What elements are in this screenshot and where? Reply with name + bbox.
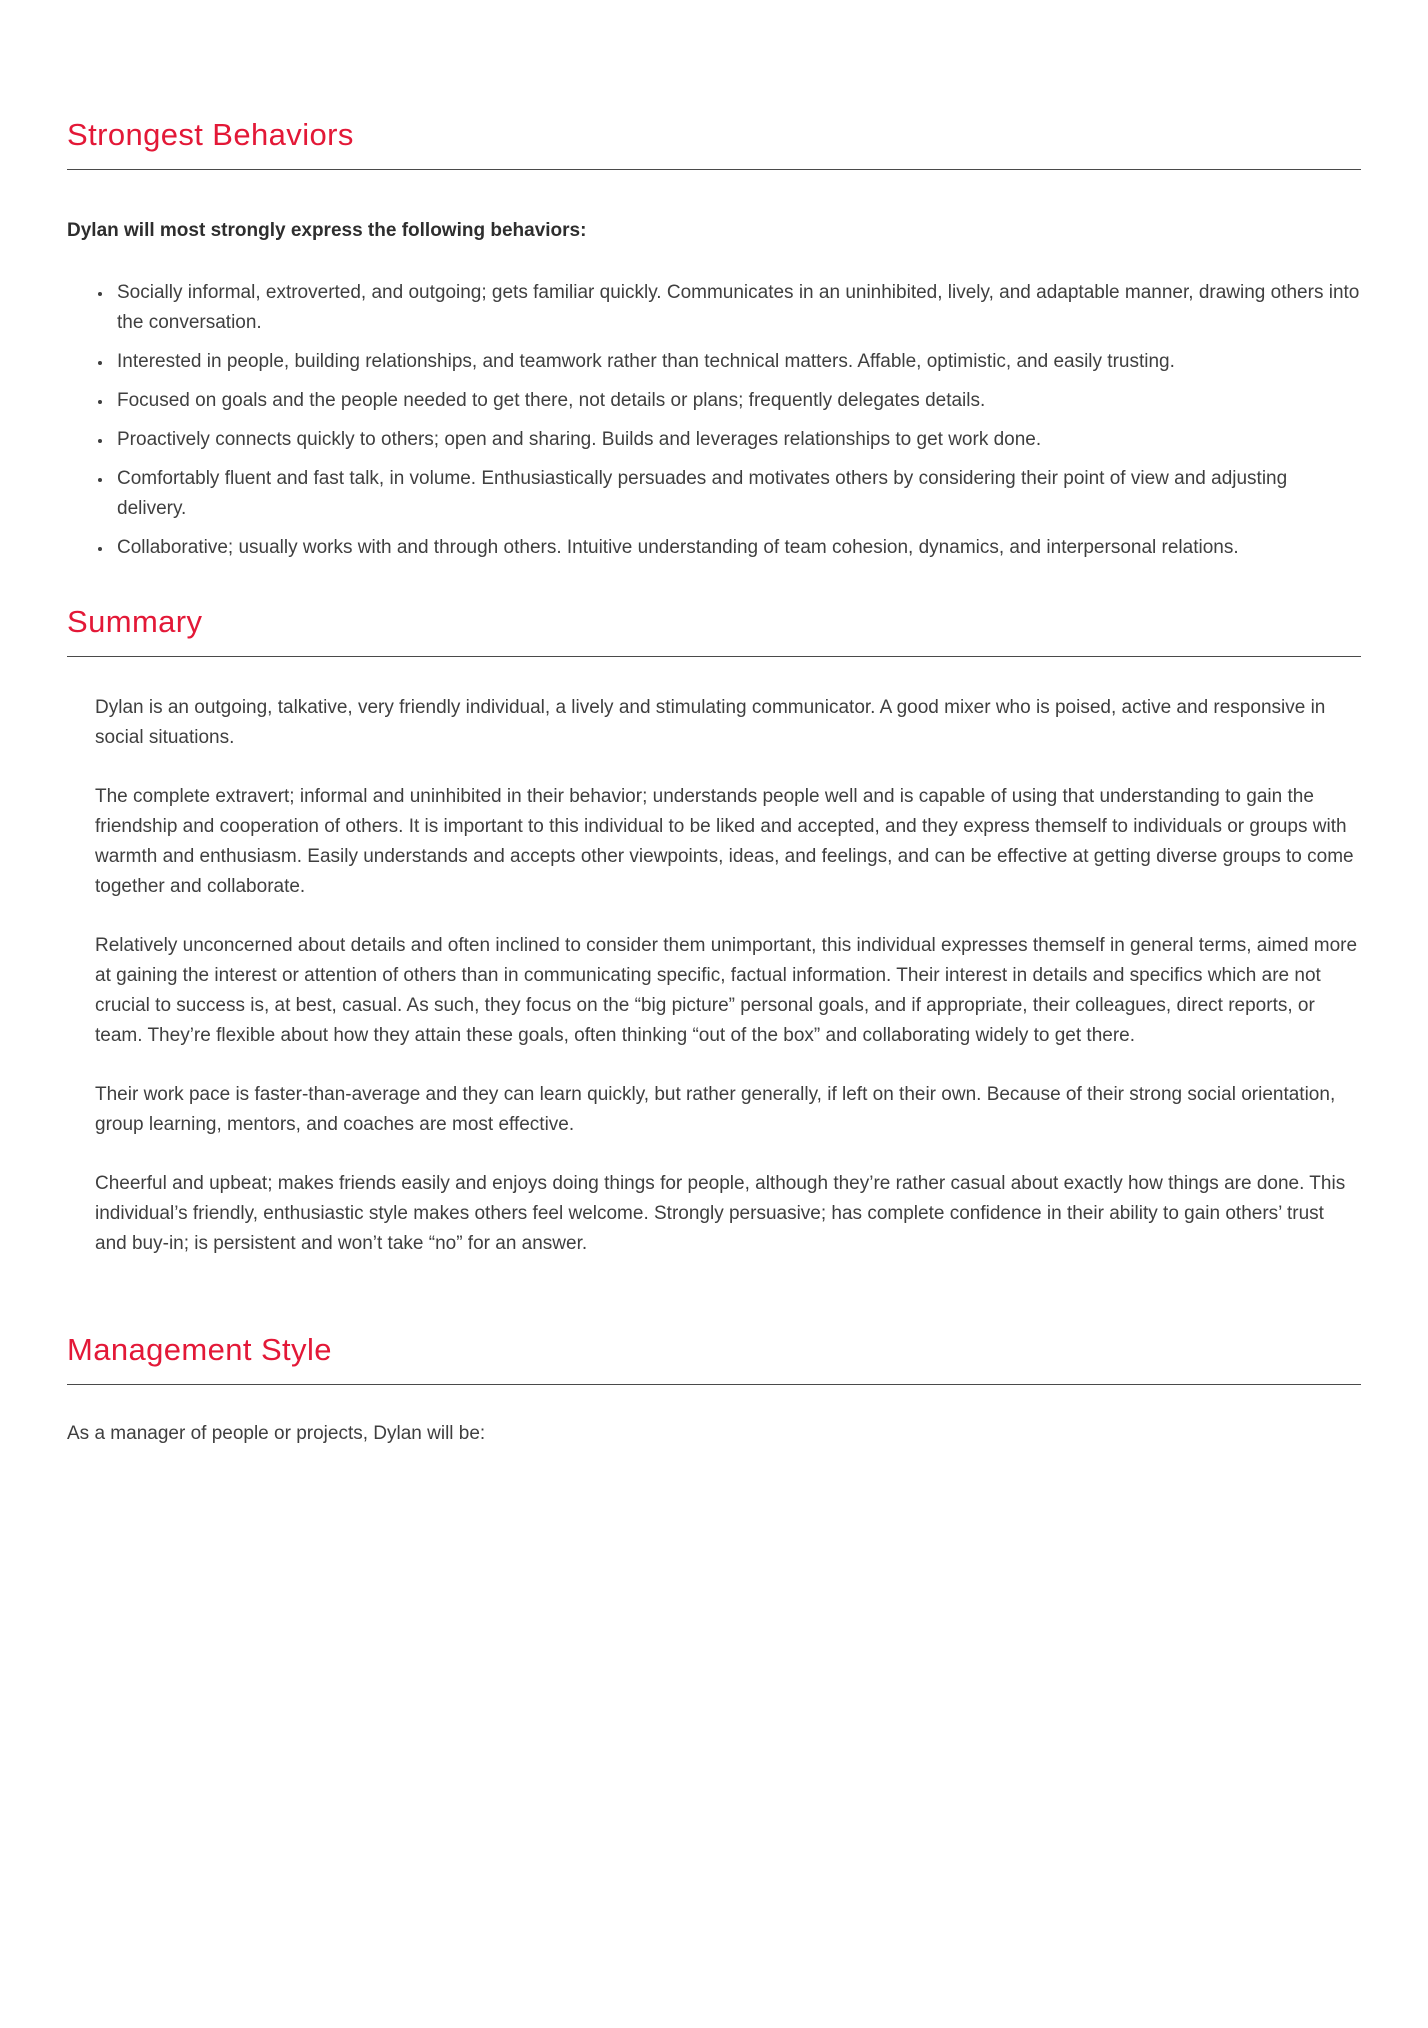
behaviors-intro: Dylan will most strongly express the following behaviors: <box>67 220 587 242</box>
behavior-item: • Proactively connects quickly to others; open and sharing. Builds and leverages relationships to get work done. <box>113 425 1361 455</box>
summary-paragraph: Relatively unconcerned about details and often inclined to consider them unimportant, this individual expresses themself in general terms, aimed more at gaining the interest or attention of others than in communicating specific, factual information. Their interest in details and specifics which are not crucial to success is, at best, casual. As such, they focus on the “big picture” personal goals, and if appropriate, their colleagues, direct reports, or team. They’re flexible about how they attain these goals, often thinking “out of the box” and collaborating widely to get there. <box>95 935 1358 1047</box>
section-title-strongest-behaviors: Strongest Behaviors <box>67 117 354 152</box>
summary-paragraph: Dylan is an outgoing, talkative, very friendly individual, a lively and stimulating communicator. A good mixer who is poised, active and responsive in social situations. <box>95 697 1326 749</box>
section-title-summary: Summary <box>67 604 203 640</box>
section-title-management-style: Management Style <box>67 1332 332 1368</box>
behavior-item: • Collaborative; usually works with and through others. Intuitive understanding of team cohesion, dynamics, and interpersonal relations. <box>113 533 1361 563</box>
section-divider <box>67 169 1361 170</box>
behavior-item: • Focused on goals and the people needed to get there, not details or plans; frequently delegates details. <box>113 386 1361 416</box>
summary-paragraphs <box>95 693 1359 1259</box>
summary-paragraph: Their work pace is faster-than-average and they can learn quickly, but rather generally, if left on their own. Because of their strong social orientation, group learning, mentors, and coaches are most effective. <box>95 1084 1336 1136</box>
section-divider <box>67 1384 1361 1385</box>
behavior-item: • Socially informal, extroverted, and outgoing; gets familiar quickly. Communicates in an uninhibited, lively, and adaptable manner, drawing others into the conversation. <box>113 278 1361 338</box>
section-summary <box>67 605 1361 1259</box>
summary-paragraph: The complete extravert; informal and uninhibited in their behavior; understands people well and is capable of using that understanding to gain the friendship and cooperation of others. It is important to this individual to be liked and accepted, and they express themself to individuals or groups with warmth and enthusiasm. Easily understands and accepts other viewpoints, ideas, and feelings, and can be effective at getting diverse groups to come together and collaborate. <box>95 786 1354 898</box>
behavior-item: • Comfortably fluent and fast talk, in volume. Enthusiastically persuades and motivates others by considering their point of view and adjusting delivery. <box>113 464 1361 524</box>
behavior-item: • Interested in people, building relationships, and teamwork rather than technical matters. Affable, optimistic, and easily trusting. <box>113 347 1361 377</box>
management-style-intro: As a manager of people or projects, Dylan will be: <box>67 1423 486 1445</box>
section-management-style <box>67 1333 1361 1449</box>
section-divider <box>67 656 1361 657</box>
behaviors-list <box>113 278 1361 563</box>
summary-paragraph: Cheerful and upbeat; makes friends easily and enjoys doing things for people, although they’re rather casual about exactly how things are done. This individual’s friendly, enthusiastic style makes others feel welcome. Strongly persuasive; has complete confidence in their ability to gain others’ trust and buy-in; is persistent and won’t take “no” for an answer. <box>95 1173 1346 1255</box>
section-strongest-behaviors <box>67 118 1361 563</box>
